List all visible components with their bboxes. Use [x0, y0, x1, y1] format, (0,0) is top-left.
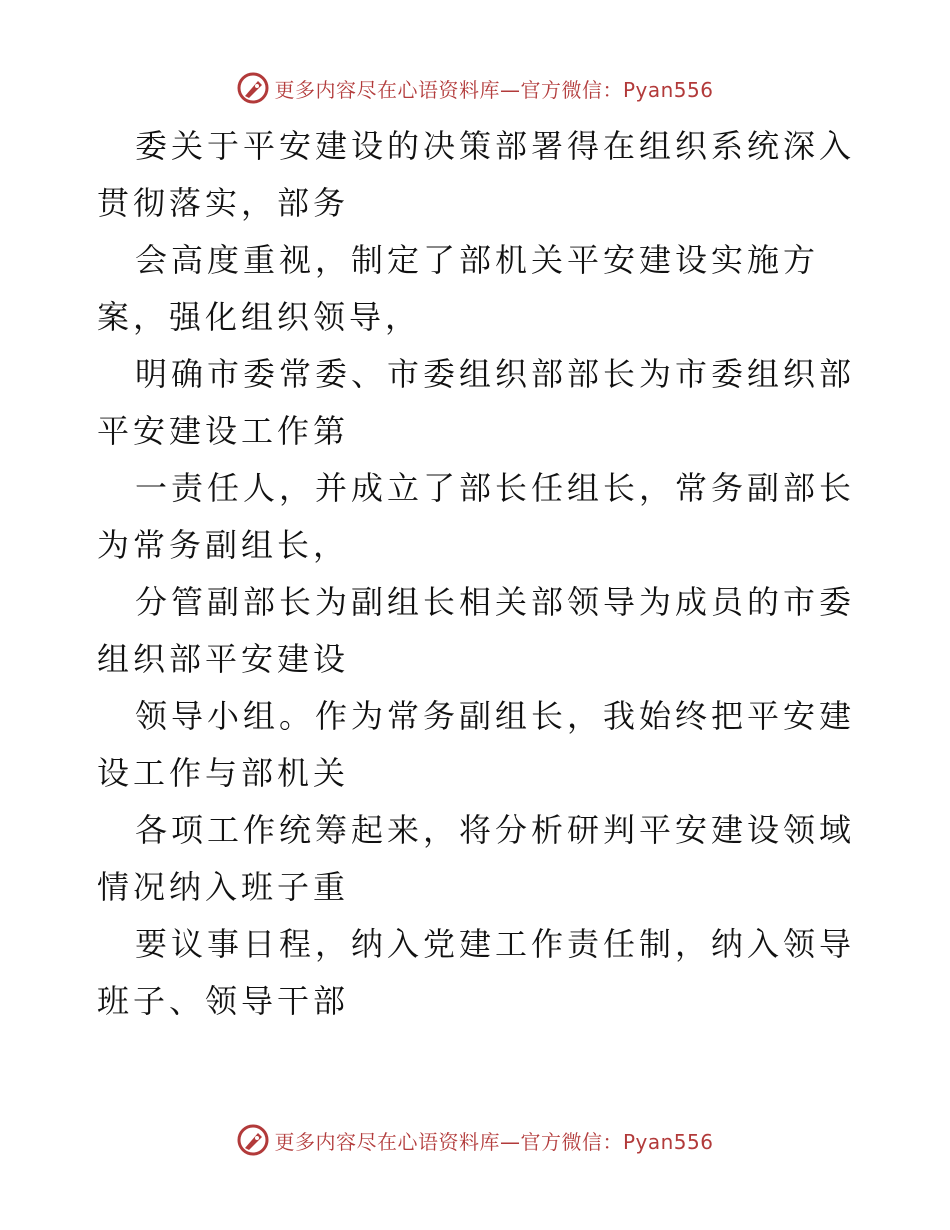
paragraph: 领导小组。作为常务副组长，我始终把平安建设工作与部机关	[97, 697, 856, 792]
footer-banner-text: 更多内容尽在心语资料库—官方微信：Pyan556	[274, 1129, 714, 1154]
pen-nib-logo-icon	[236, 71, 270, 105]
paragraph: 分管副部长为副组长相关部领导为成员的市委组织部平安建设	[97, 583, 856, 678]
footer-banner	[0, 1120, 950, 1160]
paragraph: 各项工作统筹起来，将分析研判平安建设领域情况纳入班子重	[97, 811, 856, 906]
paragraph: 委关于平安建设的决策部署得在组织系统深入贯彻落实，部务	[97, 127, 856, 222]
pen-nib-logo-icon	[236, 1123, 270, 1157]
paragraph: 要议事日程，纳入党建工作责任制，纳入领导班子、领导干部	[97, 925, 856, 1020]
paragraph: 一责任人，并成立了部长任组长，常务副部长为常务副组长，	[97, 469, 856, 564]
paragraph: 会高度重视，制定了部机关平安建设实施方案，强化组织领导，	[97, 241, 820, 336]
document-body	[97, 118, 857, 1030]
header-banner	[0, 68, 950, 108]
paragraph: 明确市委常委、市委组织部部长为市委组织部平安建设工作第	[97, 355, 856, 450]
header-banner-text: 更多内容尽在心语资料库—官方微信：Pyan556	[274, 77, 714, 102]
